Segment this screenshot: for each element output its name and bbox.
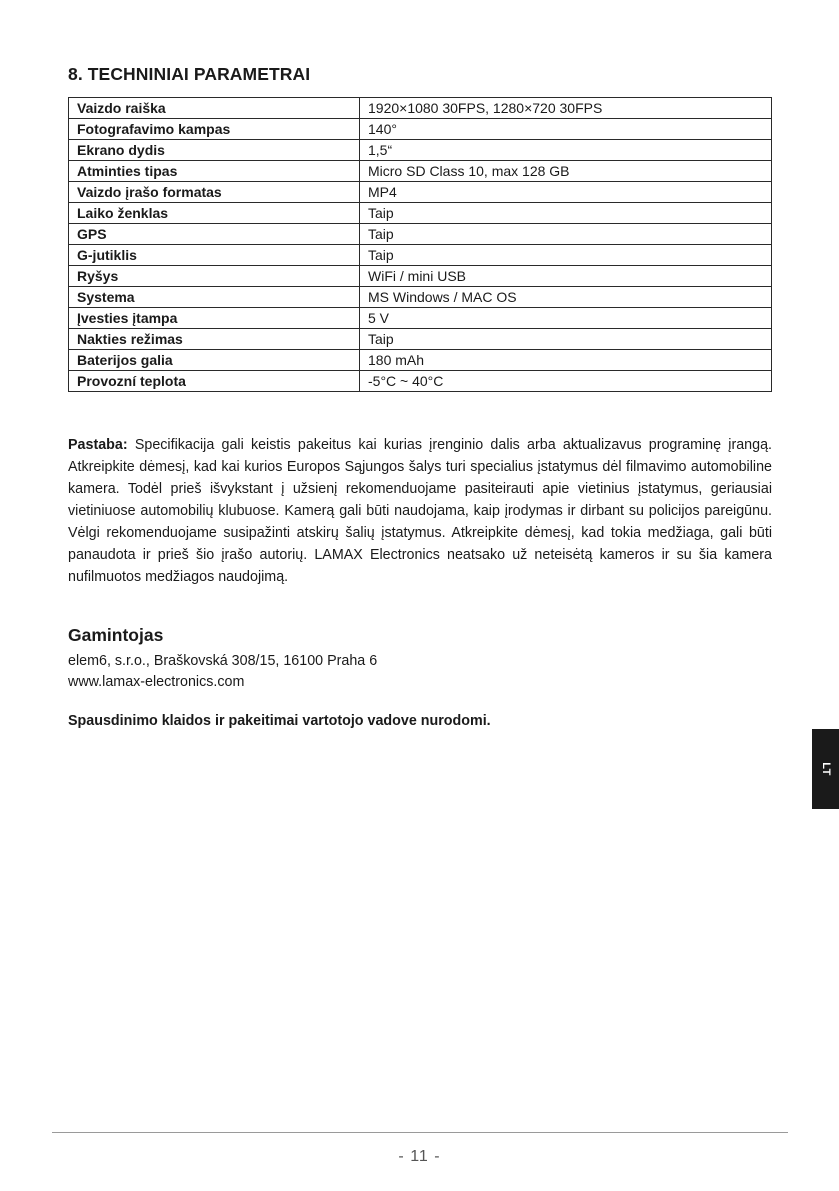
spec-label: Nakties režimas bbox=[69, 329, 360, 350]
spec-row bbox=[69, 98, 772, 119]
spec-row bbox=[69, 224, 772, 245]
spec-value: MS Windows / MAC OS bbox=[360, 287, 772, 308]
spec-row bbox=[69, 182, 772, 203]
note-label: Pastaba: bbox=[68, 437, 128, 453]
spec-value: 180 mAh bbox=[360, 350, 772, 371]
spec-label: Atminties tipas bbox=[69, 161, 360, 182]
language-tab-label: LT bbox=[819, 762, 832, 776]
spec-table bbox=[68, 97, 772, 392]
manufacturer-website[interactable]: www.lamax-electronics.com bbox=[68, 674, 245, 690]
manufacturer-address: elem6, s.r.o., Braškovská 308/15, 16100 Praha 6 bbox=[68, 653, 378, 669]
spec-row bbox=[69, 161, 772, 182]
spec-label: Ekrano dydis bbox=[69, 140, 360, 161]
spec-label: Fotografavimo kampas bbox=[69, 119, 360, 140]
spec-value: Taip bbox=[360, 203, 772, 224]
spec-row bbox=[69, 140, 772, 161]
spec-row bbox=[69, 203, 772, 224]
page-number: - 11 - bbox=[398, 1148, 441, 1165]
spec-row bbox=[69, 287, 772, 308]
note-paragraph bbox=[68, 434, 772, 588]
spec-value: -5°C ~ 40°C bbox=[360, 371, 772, 392]
spec-label: Systema bbox=[69, 287, 360, 308]
spec-value: 5 V bbox=[360, 308, 772, 329]
spec-row bbox=[69, 245, 772, 266]
disclaimer: Spausdinimo klaidos ir pakeitimai vartotojo vadove nurodomi. bbox=[68, 713, 491, 729]
spec-value: Micro SD Class 10, max 128 GB bbox=[360, 161, 772, 182]
spec-row bbox=[69, 119, 772, 140]
spec-value: 1,5“ bbox=[360, 140, 772, 161]
spec-label: Baterijos galia bbox=[69, 350, 360, 371]
spec-row bbox=[69, 329, 772, 350]
spec-row bbox=[69, 350, 772, 371]
note-text: Specifikacija gali keistis pakeitus kai kurias įrenginio dalis arba aktualizavus programinę įrangą. Atkreipkite dėmesį, kad kai kurios Europos Sąjungos šalys turi specialius įstatymus dėl filmavimo automobiline kamera. Todėl prieš išvykstant į užsienį rekomenduojame pasiteirauti apie vietinius įstatymus, geriausiai vietiniuose automobilių klubuose. Kamerą gali būti naudojama, kaip įrodymas ir dirbant su policijos pareigūnu. Vėlgi rekomenduojame susipažinti atskirų šalių įstatymus. Atkreipkite dėmesį, kad tokia medžiaga, gali būti panaudota ir prieš šio įrašo autorių. LAMAX Electronics neatsako už neteisėtą kameros ir su šia kamera nufilmuotos medžiagos naudojimą. bbox=[68, 437, 772, 585]
footer-divider bbox=[52, 1132, 788, 1133]
spec-label: Įvesties įtampa bbox=[69, 308, 360, 329]
manufacturer-title: Gamintojas bbox=[68, 625, 164, 645]
spec-row bbox=[69, 371, 772, 392]
spec-label: G-jutiklis bbox=[69, 245, 360, 266]
spec-label: Provozní teplota bbox=[69, 371, 360, 392]
spec-label: Laiko ženklas bbox=[69, 203, 360, 224]
spec-value: Taip bbox=[360, 245, 772, 266]
spec-label: GPS bbox=[69, 224, 360, 245]
spec-label: Vaizdo įrašo formatas bbox=[69, 182, 360, 203]
spec-value: Taip bbox=[360, 224, 772, 245]
spec-row bbox=[69, 308, 772, 329]
spec-value: Taip bbox=[360, 329, 772, 350]
spec-value: MP4 bbox=[360, 182, 772, 203]
spec-label: Ryšys bbox=[69, 266, 360, 287]
spec-table-body bbox=[69, 98, 772, 392]
spec-value: 1920×1080 30FPS, 1280×720 30FPS bbox=[360, 98, 772, 119]
spec-value: 140° bbox=[360, 119, 772, 140]
spec-value: WiFi / mini USB bbox=[360, 266, 772, 287]
language-tab bbox=[812, 729, 839, 809]
page-title: 8. TECHNINIAI PARAMETRAI bbox=[68, 64, 311, 84]
spec-row bbox=[69, 266, 772, 287]
spec-label: Vaizdo raiška bbox=[69, 98, 360, 119]
